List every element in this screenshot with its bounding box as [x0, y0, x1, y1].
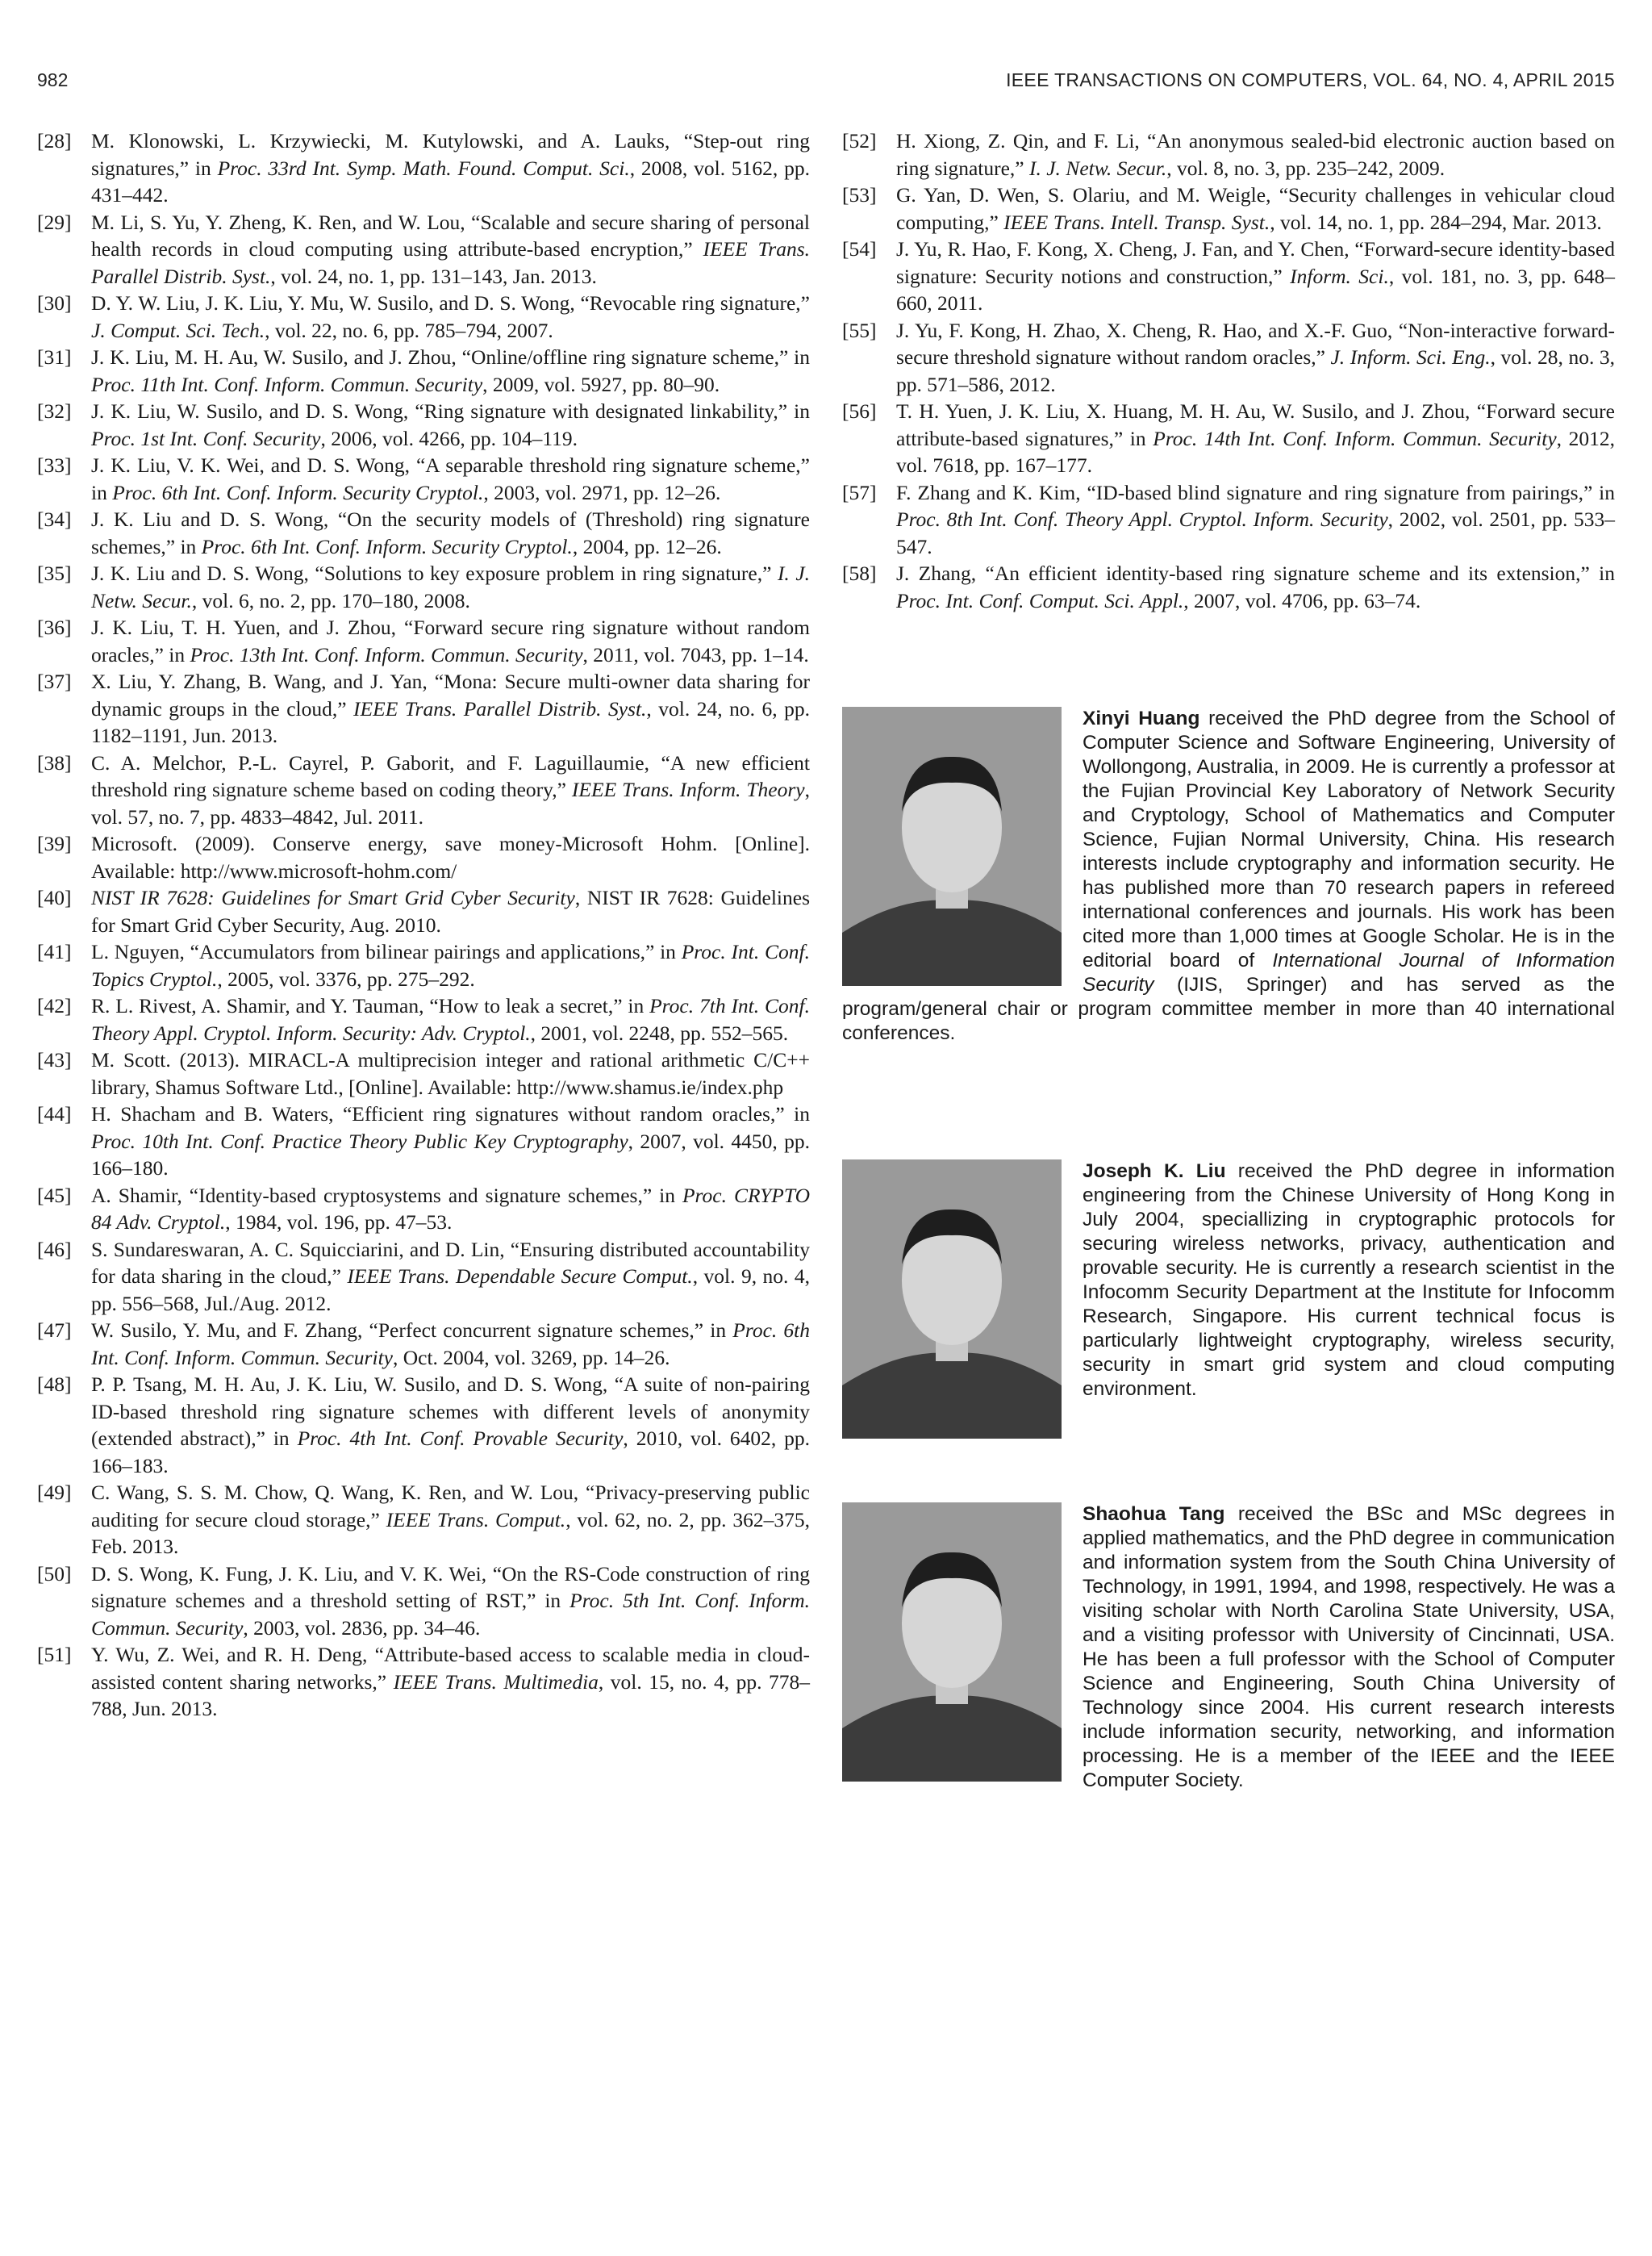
reference-item: [37, 830, 810, 884]
reference-number: [38]: [37, 750, 72, 775]
reference-number: [32]: [37, 399, 72, 423]
reference-item: [842, 182, 1615, 236]
italic-text: IEEE Trans. Parallel Distrib. Syst.: [91, 237, 810, 288]
text-run: X. Liu, Y. Zhang, B. Wang, and J. Yan, “Mona: Secure multi-owner data sharing for dynamic groups in the cloud,”: [91, 670, 810, 721]
reference-item: [37, 290, 810, 344]
reference-number: [49]: [37, 1481, 72, 1504]
text-run: J. K. Liu, V. K. Wei, and D. S. Wong, “A separable threshold ring signature scheme,” in: [91, 453, 810, 504]
text-run: , vol. 181, no. 3, pp. 648–660, 2011.: [896, 264, 1615, 315]
italic-text: Proc. 14th Int. Conf. Inform. Commun. Security: [1153, 426, 1557, 450]
reference-number: [48]: [37, 1372, 72, 1396]
text-run: P. P. Tsang, M. H. Au, J. K. Liu, W. Susilo, and D. S. Wong, “A suite of non-pairing ID-based threshold ring signature schemes with different levels of anonymity (extended abstract),” in: [91, 1372, 810, 1450]
text-run: , 1984, vol. 196, pp. 47–53.: [225, 1210, 453, 1234]
text-run: J. K. Liu, M. H. Au, W. Susilo, and J. Zhou, “Online/offline ring signature scheme,” in: [91, 345, 810, 369]
reference-item: [37, 938, 810, 992]
author-bio-tang: [842, 1502, 1615, 1793]
italic-text: IEEE Trans. Comput.: [386, 1507, 566, 1531]
text-run: J. K. Liu and D. S. Wong, “Solutions to key exposure problem in ring signature,”: [91, 562, 778, 585]
reference-item: [37, 398, 810, 452]
text-run: , Oct. 2004, vol. 3269, pp. 14–26.: [392, 1345, 670, 1369]
italic-text: Proc. 1st Int. Conf. Security: [91, 426, 321, 450]
reference-item: [37, 1371, 810, 1479]
text-run: J. K. Liu, W. Susilo, and D. S. Wong, “Ring signature with designated linkability,” in: [91, 399, 810, 423]
reference-item: [37, 884, 810, 938]
reference-item: [37, 1479, 810, 1560]
italic-text: J. Inform. Sci. Eng.: [1330, 345, 1491, 369]
text-run: , 2011, vol. 7043, pp. 1–14.: [582, 642, 809, 666]
italic-text: Proc. 4th Int. Conf. Provable Security: [297, 1427, 624, 1450]
reference-number: [31]: [37, 345, 72, 369]
text-run: , 2004, pp. 12–26.: [572, 534, 722, 558]
text-run: , 2002, vol. 2501, pp. 533–547.: [896, 508, 1615, 558]
text-run: M. Scott. (2013). MIRACL-A multiprecision integer and rational arithmetic C/C++ library, Shamus Software Ltd., [Online]. Available: http://www.shamus.ie/index.php: [91, 1048, 810, 1099]
text-run: M. Klonowski, L. Krzywiecki, M. Kutylowski, and A. Lauks, “Step-out ring signatures,” in: [91, 129, 810, 180]
reference-item: [37, 1047, 810, 1101]
italic-text: I. J. Netw. Secur.: [1029, 156, 1167, 180]
reference-item: [37, 992, 810, 1047]
text-run: received the PhD degree from the School of Computer Science and Software Engineering, University of Wollongong, Australia, in 2009. He is currently a professor at the Fujian Provincial Key Laboratory of Network Security and Cryptology, School of Mathematics and Computer Science, Fujian Normal University, China. His research interests include cryptography and information security. He has published more than 70 research papers in refereed international conferences and journals. His work has been cited more than 1,000 times at Google Scholar. He is in the editorial board of: [1083, 708, 1615, 971]
text-run: , vol. 6, no. 2, pp. 170–180, 2008.: [191, 588, 470, 612]
text-run: J. K. Liu, T. H. Yuen, and J. Zhou, “Forward secure ring signature without random oracles,” in: [91, 616, 810, 666]
text-run: A. Shamir, “Identity-based cryptosystems and signature schemes,” in: [91, 1183, 682, 1207]
reference-number: [30]: [37, 291, 72, 315]
italic-text: Inform. Sci.: [1290, 264, 1389, 288]
text-run: Y. Wu, Z. Wei, and R. H. Deng, “Attribute-based access to scalable media in cloud-assisted content sharing networks,”: [91, 1643, 810, 1694]
italic-text: J. Comput. Sci. Tech.: [91, 318, 265, 342]
author-bio-huang: [842, 707, 1615, 1046]
author-name: Joseph K. Liu: [1083, 1160, 1226, 1182]
reference-number: [54]: [842, 237, 877, 261]
text-run: , 2007, vol. 4706, pp. 63–74.: [1183, 588, 1421, 612]
text-run: , 2003, vol. 2971, pp. 12–26.: [483, 480, 721, 504]
reference-item: [37, 1101, 810, 1182]
reference-item: [37, 1317, 810, 1371]
text-run: M. Li, S. Yu, Y. Zheng, K. Ren, and W. Lou, “Scalable and secure sharing of personal health records in cloud computing using attribute-based encryption,”: [91, 210, 810, 261]
reference-item: [842, 236, 1615, 317]
reference-item: [842, 398, 1615, 479]
reference-item: [37, 209, 810, 290]
text-run: F. Zhang and K. Kim, “ID-based blind signature and ring signature from pairings,” in: [896, 480, 1615, 504]
italic-text: IEEE Trans. Inform. Theory: [571, 778, 805, 801]
text-run: , 2001, vol. 2248, pp. 552–565.: [530, 1021, 789, 1045]
reference-item: [842, 127, 1615, 182]
text-run: S. Sundareswaran, A. C. Squicciarini, and D. Lin, “Ensuring distributed accountability for data sharing in the cloud,”: [91, 1237, 810, 1288]
journal-running-head: IEEE TRANSACTIONS ON COMPUTERS, VOL. 64, NO. 4, APRIL 2015: [1006, 69, 1615, 90]
reference-number: [52]: [842, 129, 877, 152]
text-run: J. Yu, R. Hao, F. Kong, X. Cheng, J. Fan, and Y. Chen, “Forward-secure identity-based signature: Security notions and construction,”: [896, 237, 1615, 288]
reference-item: [37, 127, 810, 209]
reference-item: [842, 560, 1615, 614]
text-run: W. Susilo, Y. Mu, and F. Zhang, “Perfect concurrent signature schemes,” in: [91, 1318, 733, 1342]
reference-number: [51]: [37, 1643, 72, 1666]
italic-text: I. J. Netw. Secur.: [91, 562, 811, 612]
text-run: J. Zhang, “An efficient identity-based ring signature scheme and its extension,” in: [896, 562, 1615, 585]
italic-text: IEEE Trans. Dependable Secure Comput.: [347, 1264, 693, 1288]
author-photo: [842, 1159, 1062, 1439]
text-run: , 2010, vol. 6402, pp. 166–183.: [91, 1427, 811, 1477]
reference-number: [37]: [37, 670, 72, 693]
reference-number: [58]: [842, 562, 877, 585]
text-run: J. K. Liu and D. S. Wong, “On the security models of (Threshold) ring signature schemes,” in: [91, 508, 810, 558]
reference-number: [56]: [842, 399, 877, 423]
text-run: C. Wang, S. S. M. Chow, Q. Wang, K. Ren, and W. Lou, “Privacy-preserving public auditing for secure cloud storage,”: [91, 1481, 810, 1531]
text-run: , vol. 28, no. 3, pp. 571–586, 2012.: [896, 345, 1615, 396]
reference-number: [28]: [37, 129, 72, 152]
italic-text: Proc. CRYPTO 84 Adv. Cryptol.: [91, 1183, 810, 1234]
author-name: Xinyi Huang: [1083, 708, 1200, 729]
page-header: [37, 69, 1615, 102]
italic-text: Proc. 7th Int. Conf. Theory Appl. Cryptol. Inform. Security: Adv. Cryptol.: [91, 994, 810, 1045]
text-run: , 2007, vol. 4450, pp. 166–180.: [91, 1129, 810, 1180]
reference-number: [47]: [37, 1318, 72, 1342]
text-run: D. Y. W. Liu, J. K. Liu, Y. Mu, W. Susilo, and D. S. Wong, “Revocable ring signature,”: [91, 291, 810, 315]
author-name: Shaohua Tang: [1083, 1503, 1225, 1525]
text-run: , vol. 9, no. 4, pp. 556–568, Jul./Aug. 2012.: [91, 1264, 810, 1315]
text-run: , vol. 62, no. 2, pp. 362–375, Feb. 2013.: [91, 1507, 810, 1558]
reference-number: [44]: [37, 1102, 72, 1126]
reference-item: [37, 1560, 810, 1642]
text-run: , vol. 24, no. 1, pp. 131–143, Jan. 2013.: [270, 264, 597, 288]
reference-number: [33]: [37, 453, 72, 477]
text-run: L. Nguyen, “Accumulators from bilinear pairings and applications,” in: [91, 940, 682, 963]
italic-text: Proc. 5th Int. Conf. Inform. Commun. Security: [91, 1589, 810, 1640]
text-run: received the PhD degree in information engineering from the Chinese University of Hong Kong in July 2004, speciallizing in cryptographic protocols for securing wireless networks, privacy, authentication and provable security. He is currently a research scientist in the Infocomm Security Department at the Institute for Infocomm Research, Singapore. His current technical focus is particularly lightweight cryptography, wireless security, security in smart grid system and cloud computing environment.: [1083, 1160, 1615, 1400]
text-run: G. Yan, D. Wen, S. Olariu, and M. Weigle, “Security challenges in vehicular cloud computing,”: [896, 183, 1615, 234]
reference-number: [41]: [37, 940, 72, 963]
text-run: , vol. 8, no. 3, pp. 235–242, 2009.: [1166, 156, 1446, 180]
italic-text: Proc. 33rd Int. Symp. Math. Found. Comput. Sci.: [217, 156, 630, 180]
text-run: , vol. 57, no. 7, pp. 4833–4842, Jul. 2011.: [91, 778, 810, 829]
text-run: , vol. 24, no. 6, pp. 1182–1191, Jun. 2013.: [91, 696, 810, 747]
reference-number: [50]: [37, 1561, 72, 1585]
italic-text: Proc. 8th Int. Conf. Theory Appl. Cryptol. Inform. Security: [896, 508, 1388, 531]
italic-text: Proc. 6th Int. Conf. Inform. Security Cryptol.: [112, 480, 484, 504]
text-run: R. L. Rivest, A. Shamir, and Y. Tauman, “How to leak a secret,” in: [91, 994, 650, 1017]
italic-text: NIST IR 7628: Guidelines for Smart Grid Cyber Security: [91, 886, 575, 909]
references-column-left: [37, 127, 810, 1723]
text-run: , 2005, vol. 3376, pp. 275–292.: [217, 967, 475, 991]
text-run: H. Shacham and B. Waters, “Efficient ring signatures without random oracles,” in: [91, 1102, 810, 1126]
reference-item: [842, 317, 1615, 399]
author-photo: [842, 1502, 1062, 1782]
text-run: , vol. 14, no. 1, pp. 284–294, Mar. 2013.: [1270, 210, 1602, 234]
italic-text: Proc. 6th Int. Conf. Inform. Commun. Security: [91, 1318, 811, 1369]
italic-text: Proc. 11th Int. Conf. Inform. Commun. Security: [91, 372, 483, 396]
reference-item: [37, 506, 810, 560]
reference-item: [37, 614, 810, 668]
references-column-right: [842, 127, 1615, 614]
reference-number: [39]: [37, 832, 72, 855]
text-run: H. Xiong, Z. Qin, and F. Li, “An anonymous sealed-bid electronic auction based on ring signature,”: [896, 129, 1615, 180]
reference-number: [43]: [37, 1048, 72, 1072]
reference-number: [34]: [37, 508, 72, 531]
text-run: J. Yu, F. Kong, H. Zhao, X. Cheng, R. Hao, and X.-F. Guo, “Non-interactive forward-secure threshold signature without random oracles,”: [896, 318, 1615, 369]
reference-item: [37, 750, 810, 831]
reference-number: [57]: [842, 480, 877, 504]
text-run: , vol. 22, no. 6, pp. 785–794, 2007.: [265, 318, 553, 342]
italic-text: Proc. 6th Int. Conf. Inform. Security Cryptol.: [201, 534, 573, 558]
italic-text: Proc. Int. Conf. Comput. Sci. Appl.: [896, 588, 1184, 612]
text-run: D. S. Wong, K. Fung, J. K. Liu, and V. K. Wei, “On the RS-Code construction of ring signature schemes and a threshold setting of RST,” in: [91, 1561, 810, 1612]
text-run: received the BSc and MSc degrees in applied mathematics, and the PhD degree in communication and information system from the South China University of Technology, in 1991, 1994, and 1998, respectively. He was a visiting scholar with North Carolina State University, USA, and a visiting professor with University of Cincinnati, USA. He has been a full professor with the School of Computer Science and Engineering, South China University of Technology since 2004. His current research interests include information security, networking, and information processing. He is a member of the IEEE and the IEEE Computer Society.: [1083, 1503, 1616, 1791]
reference-number: [36]: [37, 616, 72, 639]
text-run: C. A. Melchor, P.-L. Cayrel, P. Gaborit, and F. Laguillaumie, “A new efficient threshold ring signature scheme based on coding theory,”: [91, 750, 810, 801]
reference-item: [37, 560, 810, 614]
italic-text: IEEE Trans. Parallel Distrib. Syst.: [353, 696, 647, 721]
reference-item: [37, 1182, 810, 1236]
reference-number: [29]: [37, 210, 72, 234]
reference-number: [42]: [37, 994, 72, 1017]
text-run: T. H. Yuen, J. K. Liu, X. Huang, M. H. Au, W. Susilo, and J. Zhou, “Forward secure attribute-based signatures,” in: [896, 399, 1615, 450]
text-run: , 2012, vol. 7618, pp. 167–177.: [896, 426, 1616, 477]
text-run: , 2006, vol. 4266, pp. 104–119.: [320, 426, 578, 450]
text-run: , 2008, vol. 5162, pp. 431–442.: [91, 156, 810, 207]
italic-text: IEEE Trans. Intell. Transp. Syst.: [1003, 210, 1270, 234]
reference-item: [37, 1641, 810, 1723]
text-run: , NIST IR 7628: Guidelines for Smart Grid Cyber Security, Aug. 2010.: [91, 886, 810, 937]
italic-text: IEEE Trans. Multimedia: [393, 1669, 599, 1694]
author-bio-liu: [842, 1159, 1615, 1443]
reference-item: [37, 452, 810, 506]
italic-text: International Journal of Information Security: [1083, 950, 1615, 996]
reference-number: [55]: [842, 318, 877, 342]
reference-number: [40]: [37, 886, 72, 909]
page-number: 982: [37, 69, 69, 90]
reference-number: [45]: [37, 1183, 72, 1207]
reference-number: [53]: [842, 183, 877, 207]
italic-text: Proc. Int. Conf. Topics Cryptol.: [91, 940, 810, 991]
reference-item: [37, 1236, 810, 1318]
reference-item: [37, 344, 810, 398]
text-run: , 2009, vol. 5927, pp. 80–90.: [482, 372, 720, 396]
reference-item: [37, 668, 810, 750]
italic-text: Proc. 13th Int. Conf. Inform. Commun. Security: [190, 642, 583, 666]
text-run: , 2003, vol. 2836, pp. 34–46.: [243, 1615, 481, 1640]
text-run: Microsoft. (2009). Conserve energy, save money-Microsoft Hohm. [Online]. Available: http://www.microsoft-hohm.com/: [91, 832, 810, 883]
italic-text: Proc. 10th Int. Conf. Practice Theory Public Key Cryptography: [91, 1129, 628, 1153]
reference-number: [46]: [37, 1237, 72, 1261]
text-run: (IJIS, Springer) and has served as the program/general chair or program committee member in more than 40 international conferences.: [842, 974, 1615, 1044]
author-photo: [842, 707, 1062, 986]
text-run: , vol. 15, no. 4, pp. 778–788, Jun. 2013.: [91, 1669, 810, 1720]
reference-number: [35]: [37, 562, 72, 585]
reference-item: [842, 479, 1615, 561]
